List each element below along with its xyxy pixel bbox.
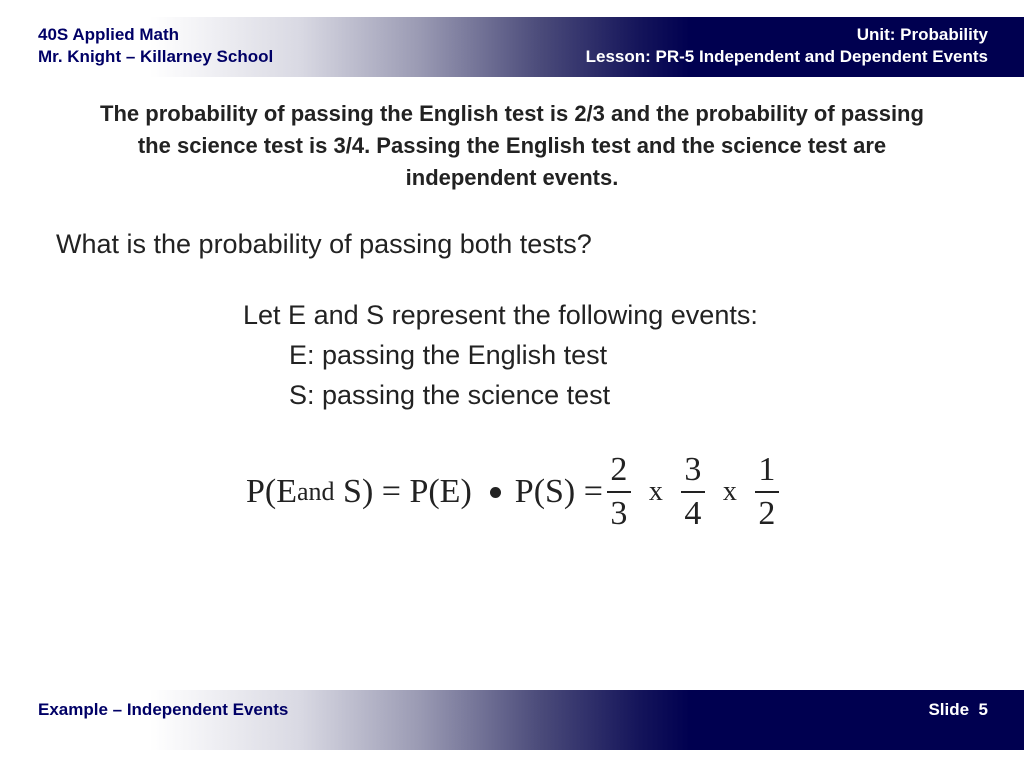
teacher-name: Mr. Knight – Killarney School [38,47,274,66]
unit-title: Unit: Probability [856,25,988,44]
header-right [586,24,988,68]
intro-e: E [288,300,307,330]
lesson-title: Lesson: PR-5 Independent and Dependent Events [585,47,988,66]
fraction-denominator: 3 [610,495,628,532]
fraction-denominator: 2 [758,495,776,532]
fraction-bar [755,491,779,493]
formula-lhs-p: P(E [246,473,297,510]
fraction-numerator: 2 [610,451,628,488]
event-s-definition: S: passing the science test [289,380,611,410]
multiplication-dot-icon [490,487,501,498]
fraction-numerator: 1 [758,451,776,488]
times-sign: x [648,476,663,507]
definitions-intro [243,295,758,335]
problem-statement [20,98,1004,194]
footer-title: Example – Independent Events [38,700,289,719]
slide-number: Slide 5 [928,700,988,719]
formula-and: and [297,477,335,506]
probability-formula [246,447,783,537]
formula-lhs-s: S) = P(E) [334,473,472,510]
fraction-3 [755,451,779,533]
question-text: What is the probability of passing both tests? [56,229,592,259]
problem-line: The probability of passing the English test is 2/3 and the probability of passing [100,101,924,126]
header-left [38,24,273,68]
fraction-2 [681,451,705,533]
event-e-definition: E: passing the English test [289,340,608,370]
slide-footer [0,690,1024,750]
course-title: 40S Applied Math [38,25,180,44]
fraction-bar [607,491,631,493]
intro-rest: and S represent the following events: [306,300,758,330]
intro-let: Let [243,300,289,330]
fraction-1 [607,451,631,533]
fraction-denominator: 4 [684,495,702,532]
slide-content [0,77,1024,690]
fraction-bar [681,491,705,493]
fraction-numerator: 3 [684,451,702,488]
problem-line: independent events. [405,165,619,190]
formula-rhs-ps: P(S) = [514,473,603,510]
times-sign: x [722,476,737,507]
event-definitions [243,295,758,415]
slide-header [0,17,1024,77]
problem-line: the science test is 3/4. Passing the English test and the science test are [137,133,887,158]
